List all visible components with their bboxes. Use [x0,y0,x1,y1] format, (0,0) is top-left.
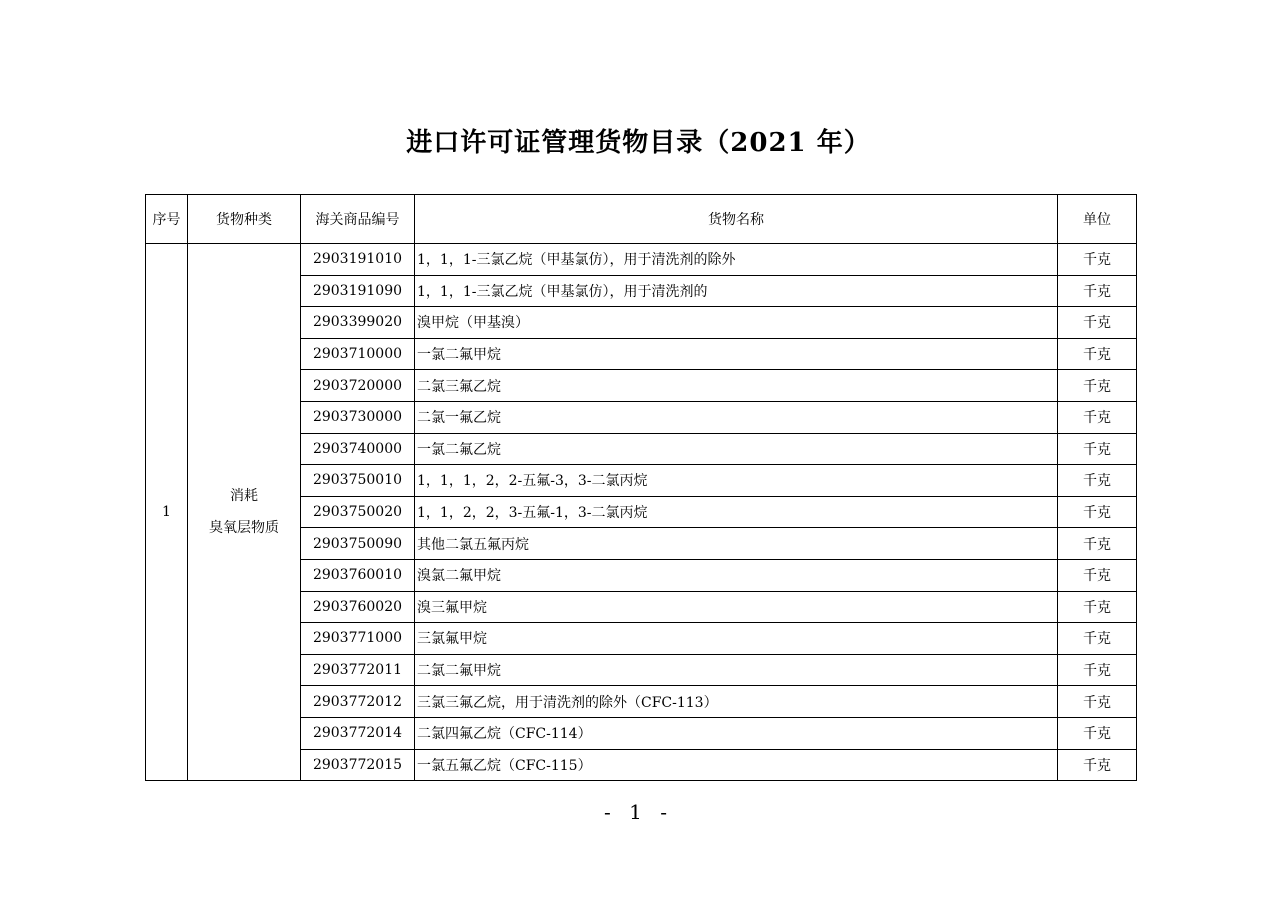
hs-code: 2903730000 [301,401,415,433]
unit: 千克 [1058,623,1137,655]
goods-name: 1，1，2，2，3-五氟-1，3-二氯丙烷 [415,496,1058,528]
category-line1: 消耗 [230,488,258,505]
goods-name: 溴三氟甲烷 [415,591,1058,623]
header-category: 货物种类 [188,195,301,244]
goods-name: 三氯三氟乙烷，用于清洗剂的除外（CFC-113） [415,686,1058,718]
goods-name: 一氯二氟甲烷 [415,338,1058,370]
header-seq: 序号 [146,195,188,244]
hs-code: 2903772011 [301,654,415,686]
goods-name: 一氯二氟乙烷 [415,433,1058,465]
hs-code: 2903720000 [301,370,415,402]
hs-code: 2903772014 [301,717,415,749]
unit: 千克 [1058,370,1137,402]
unit: 千克 [1058,528,1137,560]
goods-table [145,194,1137,781]
unit: 千克 [1058,338,1137,370]
unit: 千克 [1058,465,1137,497]
hs-code: 2903191090 [301,275,415,307]
group-seq: 1 [146,244,188,781]
goods-name: 1，1，1，2，2-五氟-3，3-二氯丙烷 [415,465,1058,497]
unit: 千克 [1058,275,1137,307]
goods-name: 一氯五氟乙烷（CFC-115） [415,749,1058,781]
table-header-row [146,195,1137,244]
goods-name: 1，1，1-三氯乙烷（甲基氯仿），用于清洗剂的 [415,275,1058,307]
group-category [188,244,301,781]
unit: 千克 [1058,244,1137,276]
hs-code: 2903740000 [301,433,415,465]
unit: 千克 [1058,307,1137,339]
goods-name: 二氯四氟乙烷（CFC-114） [415,717,1058,749]
page-number: - 1 - [604,800,673,824]
unit: 千克 [1058,496,1137,528]
unit: 千克 [1058,559,1137,591]
unit: 千克 [1058,749,1137,781]
goods-name: 1，1，1-三氯乙烷（甲基氯仿），用于清洗剂的除外 [415,244,1058,276]
goods-name: 溴氯二氟甲烷 [415,559,1058,591]
unit: 千克 [1058,591,1137,623]
unit: 千克 [1058,433,1137,465]
hs-code: 2903399020 [301,307,415,339]
category-line2: 臭氧层物质 [209,520,279,537]
hs-code: 2903710000 [301,338,415,370]
unit: 千克 [1058,654,1137,686]
hs-code: 2903760020 [301,591,415,623]
page-title: 进口许可证管理货物目录（2021 年） [406,128,871,158]
unit: 千克 [1058,686,1137,718]
goods-name: 溴甲烷（甲基溴） [415,307,1058,339]
goods-name: 其他二氯五氟丙烷 [415,528,1058,560]
header-name: 货物名称 [415,195,1058,244]
hs-code: 2903750090 [301,528,415,560]
hs-code: 2903750020 [301,496,415,528]
hs-code: 2903772015 [301,749,415,781]
hs-code: 2903750010 [301,465,415,497]
hs-code: 2903772012 [301,686,415,718]
goods-name: 三氯氟甲烷 [415,623,1058,655]
hs-code: 2903771000 [301,623,415,655]
header-unit: 单位 [1058,195,1137,244]
goods-name: 二氯一氟乙烷 [415,401,1058,433]
goods-name: 二氯二氟甲烷 [415,654,1058,686]
goods-name: 二氯三氟乙烷 [415,370,1058,402]
header-code: 海关商品编号 [301,195,415,244]
hs-code: 2903760010 [301,559,415,591]
unit: 千克 [1058,401,1137,433]
table-row [146,244,1137,276]
unit: 千克 [1058,717,1137,749]
hs-code: 2903191010 [301,244,415,276]
